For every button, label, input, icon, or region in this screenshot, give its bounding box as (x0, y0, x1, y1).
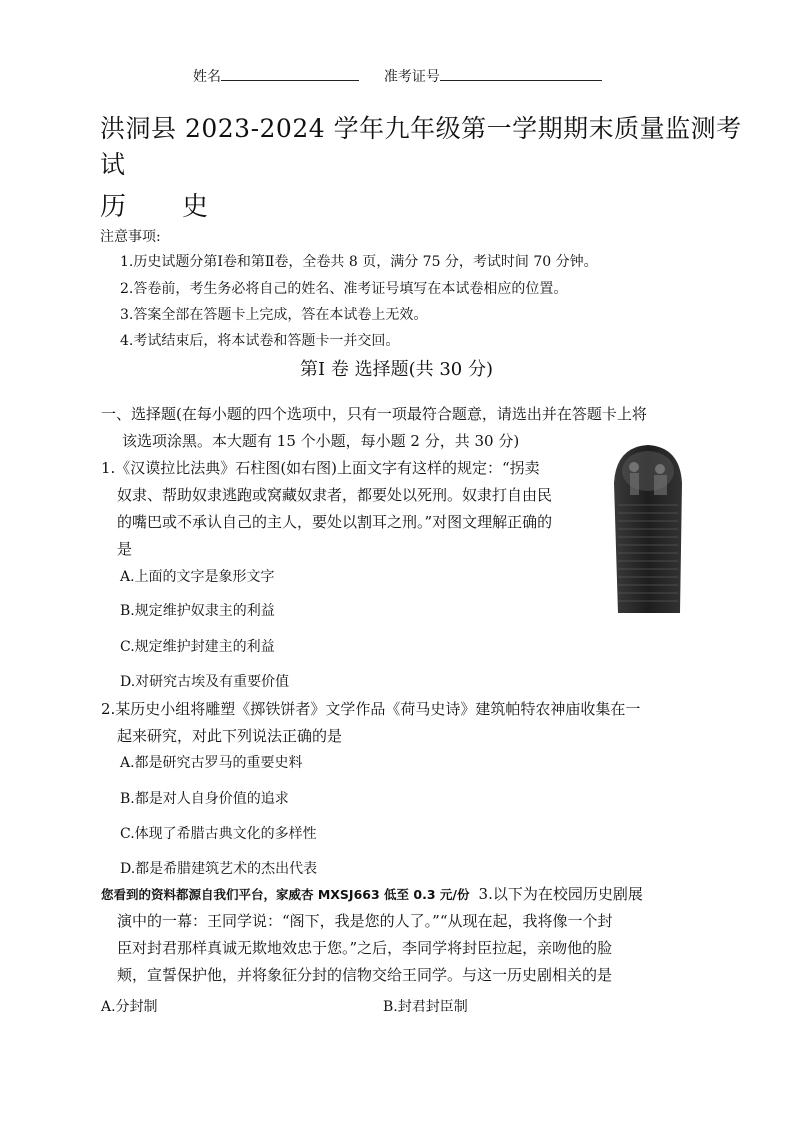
q3-line-4: 颊，宣誓保护他，并将象征分封的信物交给王同学。与这一历史剧相关的是 (117, 966, 613, 984)
subject-title (100, 186, 208, 223)
q1-option-d: D.对研究古埃及有重要价值 (120, 674, 290, 690)
notice-item-3: 3.答案全部在答题卡上完成，答在本试卷上无效。 (120, 307, 428, 323)
q2-line-2: 起来研究，对此下列说法正确的是 (117, 727, 343, 745)
q1-line-3: 的嘴巴或不承认自己的主人，要处以割耳之刑。”对图文理解正确的 (117, 513, 553, 531)
section-heading: 第Ⅰ 卷 选择题(共 30 分) (300, 359, 493, 380)
candidate-info-line (193, 66, 602, 86)
notice-item-2: 2.答卷前，考生务必将自己的姓名、准考证号填写在本试卷相应的位置。 (120, 281, 568, 297)
exam-title-line2: 试 (100, 150, 126, 179)
id-blank[interactable] (440, 66, 602, 81)
name-blank[interactable] (221, 66, 359, 81)
q1-line-1: 1.《汉谟拉比法典》石柱图(如右图)上面文字有这样的规定：“拐卖 (101, 459, 540, 477)
q2-line-1: 2.某历史小组将雕塑《掷铁饼者》文学作品《荷马史诗》建筑帕特农神庙收集在一 (101, 700, 641, 718)
subject-char-2: 史 (182, 192, 209, 222)
q1-line-2: 奴隶、帮助奴隶逃跑或窝藏奴隶者，都要处以死刑。奴隶打自由民 (117, 486, 553, 504)
notice-item-4: 4.考试结束后，将本试卷和答题卡一并交回。 (120, 333, 400, 349)
q3-line-3: 臣对封君那样真诚无欺地效忠于您。”之后，李同学将封臣拉起，亲吻他的脸 (117, 939, 613, 957)
subject-char-1: 历 (100, 192, 127, 222)
notice-heading: 注意事项: (100, 229, 161, 245)
q2-option-d: D.都是希腊建筑艺术的杰出代表 (120, 861, 318, 877)
q3-line-2: 演中的一幕：王同学说：“阁下，我是您的人了。”“从现在起，我将像一个封 (117, 912, 613, 930)
q1-line-4: 是 (117, 540, 133, 558)
section-instruction-line2: 该选项涂黑。本大题有 15 个小题，每小题 2 分，共 30 分) (122, 432, 520, 450)
section-instruction-line1: 一、选择题(在每小题的四个选项中，只有一项最符合题意，请选出并在答题卡上将 (101, 405, 647, 423)
q3-option-a: A.分封制 (101, 999, 158, 1015)
q3-option-b: B.封君封臣制 (383, 999, 468, 1015)
q2-option-a: A.都是研究古罗马的重要史料 (120, 755, 303, 771)
q3-line-1: 3.以下为在校园历史剧展 (478, 885, 643, 903)
promo-text: 您看到的资料都源自我们平台，家威杏 MXSJ663 低至 0.3 元/份 (101, 887, 470, 902)
q2-option-c: C.体现了希腊古典文化的多样性 (120, 826, 317, 842)
exam-title-line1: 洪洞县 2023-2024 学年九年级第一学期期末质量监测考 (100, 114, 742, 143)
notice-item-1: 1.历史试题分第Ⅰ卷和第Ⅱ卷，全卷共 8 页，满分 75 分，考试时间 70 分钟。 (120, 254, 598, 270)
hammurabi-stele-image (610, 443, 686, 613)
id-label: 准考证号 (383, 69, 440, 85)
q3-first-line (101, 883, 643, 904)
q1-option-c: C.规定维护封建主的利益 (120, 639, 275, 655)
q1-option-b: B.规定维护奴隶主的利益 (120, 603, 275, 619)
name-label: 姓名 (193, 69, 221, 85)
q2-option-b: B.都是对人自身价值的追求 (120, 791, 289, 807)
q1-option-a: A.上面的文字是象形文字 (120, 569, 275, 585)
